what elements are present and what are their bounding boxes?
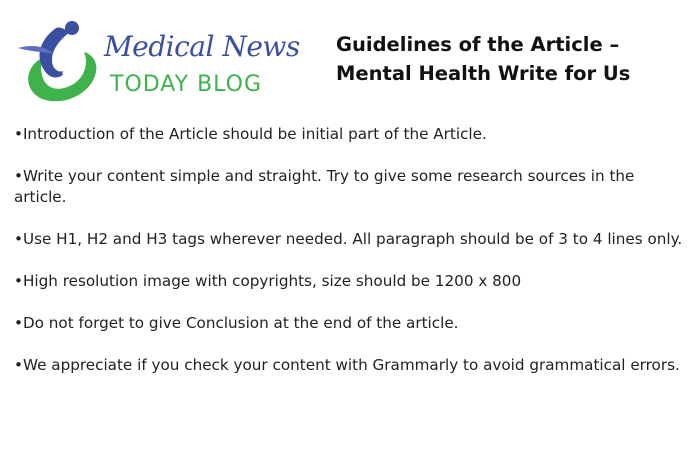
logo-text-today-blog: TODAY BLOG — [110, 72, 263, 97]
header — [0, 0, 700, 110]
page-title — [336, 30, 686, 88]
guideline-item: •Do not forget to give Conclusion at the end of the article. — [14, 314, 459, 332]
page-title-line-1: Guidelines of the Article – — [336, 33, 620, 56]
guideline-item: •We appreciate if you check your content with Grammarly to avoid grammatical errors. — [14, 356, 680, 374]
guideline-item: •Introduction of the Article should be initial part of the Article. — [14, 125, 487, 143]
guideline-item: •Write your content simple and straight. Try to give some research sources in the article. — [14, 167, 635, 206]
guidelines-list — [14, 124, 690, 397]
leaf-figure-logo-icon — [12, 14, 104, 106]
page-title-line-2: Mental Health Write for Us — [336, 62, 631, 85]
logo-text-medical-news: Medical News — [104, 30, 300, 63]
guideline-item: •High resolution image with copyrights, size should be 1200 x 800 — [14, 272, 522, 290]
guideline-item: •Use H1, H2 and H3 tags wherever needed. All paragraph should be of 3 to 4 lines only. — [14, 230, 683, 248]
logo[interactable] — [12, 14, 302, 106]
